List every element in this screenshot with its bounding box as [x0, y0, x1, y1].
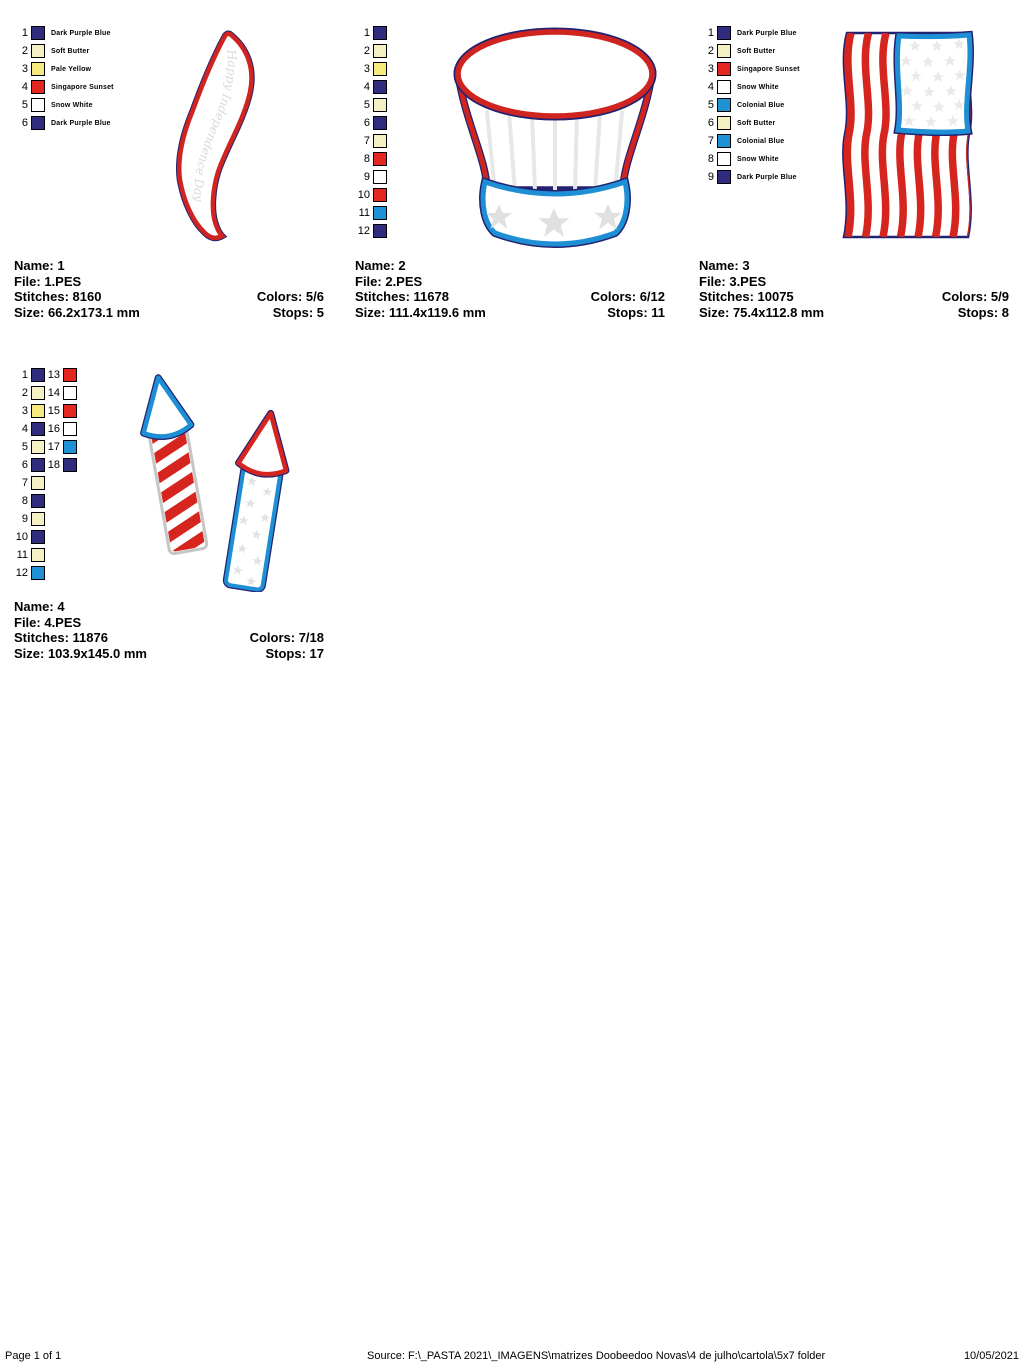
color-number: 7: [707, 135, 714, 147]
design-name: Name: 4: [14, 599, 65, 614]
rocket-left: [133, 372, 224, 583]
color-swatch: [63, 458, 77, 472]
color-name: Soft Butter: [51, 47, 90, 55]
color-name: Soft Butter: [737, 119, 776, 127]
color-number: 9: [707, 171, 714, 183]
color-swatch: [31, 530, 45, 544]
color-swatch: [31, 458, 45, 472]
color-swatch: [63, 404, 77, 418]
color-swatch: [717, 116, 731, 130]
design-stitches: Stitches: 10075: [699, 289, 794, 304]
color-number: 14: [47, 387, 60, 399]
design-1-color-list: [14, 24, 114, 132]
color-row: [14, 456, 45, 474]
color-swatch: [717, 80, 731, 94]
color-swatch: [717, 26, 731, 40]
design-colors: Colors: 6/12: [590, 289, 665, 304]
color-row: [46, 384, 77, 402]
color-swatch: [31, 62, 45, 76]
color-number: 1: [21, 369, 28, 381]
color-number: 2: [21, 45, 28, 57]
color-row: [14, 438, 45, 456]
footer-source-path: Source: F:\_PASTA 2021\_IMAGENS\matrizes Doobeedoo Novas\4 de julho\cartola\5x7 folder: [367, 1350, 826, 1362]
color-row: [356, 168, 387, 186]
color-name: Singapore Sunset: [737, 65, 800, 73]
design-4-meta: [14, 599, 324, 661]
design-colors: Colors: 7/18: [249, 630, 324, 645]
design-file: File: 2.PES: [355, 273, 423, 289]
color-row: [14, 366, 45, 384]
color-number: 7: [363, 135, 370, 147]
color-row: [356, 24, 387, 42]
design-stitches: Stitches: 11678: [355, 289, 449, 304]
color-number: 2: [707, 45, 714, 57]
color-swatch: [31, 26, 45, 40]
color-swatch: [31, 386, 45, 400]
color-number: 5: [21, 99, 28, 111]
color-number: 2: [21, 387, 28, 399]
color-swatch: [373, 80, 387, 94]
design-file: File: 4.PES: [14, 614, 82, 630]
color-number: 1: [707, 27, 714, 39]
color-name: Snow White: [737, 155, 779, 163]
color-name: Singapore Sunset: [51, 83, 114, 91]
color-number: 10: [15, 531, 28, 543]
color-row: [14, 474, 45, 492]
color-swatch: [63, 440, 77, 454]
color-number: 9: [363, 171, 370, 183]
color-number: 11: [358, 207, 370, 219]
color-number: 5: [363, 99, 370, 111]
design-1-meta: [14, 258, 324, 320]
color-row: [700, 24, 800, 42]
color-number: 7: [21, 477, 28, 489]
color-swatch: [63, 422, 77, 436]
color-row: [14, 384, 45, 402]
color-number: 4: [363, 81, 370, 93]
color-number: 12: [357, 225, 370, 237]
color-swatch: [31, 566, 45, 580]
color-name: Snow White: [737, 83, 779, 91]
footer-page-number: Page 1 of 1: [5, 1350, 62, 1362]
design-stops: Stops: 8: [957, 304, 1009, 320]
color-number: 3: [21, 405, 28, 417]
color-swatch: [31, 44, 45, 58]
color-number: 6: [21, 459, 28, 471]
color-swatch: [31, 476, 45, 490]
color-row: [700, 96, 800, 114]
color-swatch: [717, 170, 731, 184]
color-number: 2: [363, 45, 370, 57]
color-row: [14, 546, 45, 564]
color-row: [356, 150, 387, 168]
color-row: [700, 60, 800, 78]
color-name: Dark Purple Blue: [51, 119, 111, 127]
design-stitches: Stitches: 11876: [14, 630, 108, 645]
color-row: [14, 78, 114, 96]
color-swatch: [373, 170, 387, 184]
color-swatch: [373, 188, 387, 202]
color-swatch: [63, 368, 77, 382]
design-4-color-list-col1: [14, 366, 45, 582]
color-swatch: [31, 98, 45, 112]
color-swatch: [373, 224, 387, 238]
color-row: [356, 114, 387, 132]
color-row: [14, 96, 114, 114]
color-number: 11: [16, 549, 28, 561]
color-swatch: [717, 152, 731, 166]
color-name: Pale Yellow: [51, 65, 92, 73]
color-swatch: [373, 26, 387, 40]
color-name: Snow White: [51, 101, 93, 109]
color-swatch: [31, 80, 45, 94]
design-2-color-list: [356, 24, 387, 240]
color-swatch: [717, 62, 731, 76]
color-name: Soft Butter: [737, 47, 776, 55]
color-number: 10: [357, 189, 370, 201]
color-swatch: [31, 512, 45, 526]
color-row: [700, 150, 800, 168]
color-row: [14, 60, 114, 78]
color-row: [356, 204, 387, 222]
color-row: [46, 456, 77, 474]
design-stops: Stops: 11: [607, 304, 665, 320]
color-number: 8: [363, 153, 370, 165]
color-swatch: [31, 548, 45, 562]
color-swatch: [373, 44, 387, 58]
color-number: 8: [707, 153, 714, 165]
color-row: [700, 168, 800, 186]
color-number: 5: [21, 441, 28, 453]
color-row: [46, 366, 77, 384]
design-stitches: Stitches: 8160: [14, 289, 102, 304]
color-swatch: [373, 206, 387, 220]
color-row: [14, 24, 114, 42]
design-colors: Colors: 5/9: [941, 289, 1009, 304]
color-swatch: [373, 98, 387, 112]
color-number: 1: [21, 27, 28, 39]
color-number: 12: [15, 567, 28, 579]
color-number: 3: [707, 63, 714, 75]
color-row: [14, 492, 45, 510]
color-row: [14, 564, 45, 582]
color-row: [14, 42, 114, 60]
color-swatch: [63, 386, 77, 400]
color-name: Dark Purple Blue: [737, 29, 797, 37]
color-row: [356, 60, 387, 78]
hat-top-rim: [458, 32, 652, 116]
color-swatch: [373, 152, 387, 166]
color-swatch: [31, 404, 45, 418]
color-swatch: [31, 422, 45, 436]
design-name: Name: 2: [355, 258, 406, 273]
color-row: [700, 42, 800, 60]
color-row: [46, 402, 77, 420]
color-swatch: [717, 134, 731, 148]
color-number: 3: [363, 63, 370, 75]
design-stops: Stops: 17: [265, 645, 324, 661]
color-number: 6: [21, 117, 28, 129]
design-4-preview-rockets: [133, 370, 308, 592]
design-2-meta: [355, 258, 665, 320]
design-file: File: 1.PES: [14, 273, 82, 289]
color-row: [14, 114, 114, 132]
rocket-right: [219, 410, 294, 591]
color-number: 13: [47, 369, 60, 381]
color-swatch: [373, 116, 387, 130]
color-number: 5: [707, 99, 714, 111]
color-number: 4: [21, 423, 28, 435]
design-name: Name: 3: [699, 258, 750, 273]
color-number: 8: [21, 495, 28, 507]
design-stops: Stops: 5: [272, 304, 324, 320]
color-row: [356, 78, 387, 96]
design-name: Name: 1: [14, 258, 65, 273]
color-row: [356, 96, 387, 114]
color-swatch: [373, 62, 387, 76]
color-number: 4: [707, 81, 714, 93]
color-row: [700, 78, 800, 96]
color-row: [46, 438, 77, 456]
design-3-color-list: [700, 24, 800, 186]
color-row: [14, 528, 45, 546]
design-size: Size: 111.4x119.6 mm: [355, 304, 486, 320]
color-swatch: [31, 116, 45, 130]
design-size: Size: 66.2x173.1 mm: [14, 304, 140, 320]
color-swatch: [373, 134, 387, 148]
color-swatch: [31, 440, 45, 454]
design-size: Size: 103.9x145.0 mm: [14, 645, 147, 661]
color-row: [14, 510, 45, 528]
design-colors: Colors: 5/6: [256, 289, 324, 304]
design-2-preview-hat: [447, 26, 663, 250]
color-row: [356, 222, 387, 240]
rocket-right-cone: [237, 410, 294, 478]
footer-date: 10/05/2021: [963, 1350, 1019, 1362]
color-number: 9: [21, 513, 28, 525]
design-3-preview-flag: [833, 28, 985, 243]
color-row: [14, 420, 45, 438]
color-number: 3: [21, 63, 28, 75]
design-file: File: 3.PES: [699, 273, 767, 289]
rocket-left-cone: [135, 374, 193, 440]
color-row: [700, 114, 800, 132]
color-row: [14, 402, 45, 420]
design-1-preview-banner: [163, 30, 263, 242]
color-swatch: [31, 494, 45, 508]
color-number: 6: [363, 117, 370, 129]
design-3-meta: [699, 258, 1009, 320]
color-number: 6: [707, 117, 714, 129]
color-row: [46, 420, 77, 438]
color-swatch: [31, 368, 45, 382]
color-number: 1: [363, 27, 370, 39]
color-number: 18: [47, 459, 60, 471]
color-number: 17: [47, 441, 60, 453]
banner-text: Happy Independence Day: [191, 49, 239, 203]
color-swatch: [717, 44, 731, 58]
color-row: [356, 132, 387, 150]
color-row: [700, 132, 800, 150]
color-row: [356, 186, 387, 204]
color-row: [356, 42, 387, 60]
color-name: Dark Purple Blue: [51, 29, 111, 37]
color-number: 15: [47, 405, 60, 417]
color-name: Dark Purple Blue: [737, 173, 797, 181]
color-name: Colonial Blue: [737, 137, 785, 145]
color-number: 4: [21, 81, 28, 93]
design-4-color-list-col2: [46, 366, 77, 474]
design-size: Size: 75.4x112.8 mm: [699, 304, 825, 320]
color-swatch: [717, 98, 731, 112]
color-name: Colonial Blue: [737, 101, 785, 109]
color-number: 16: [47, 423, 60, 435]
